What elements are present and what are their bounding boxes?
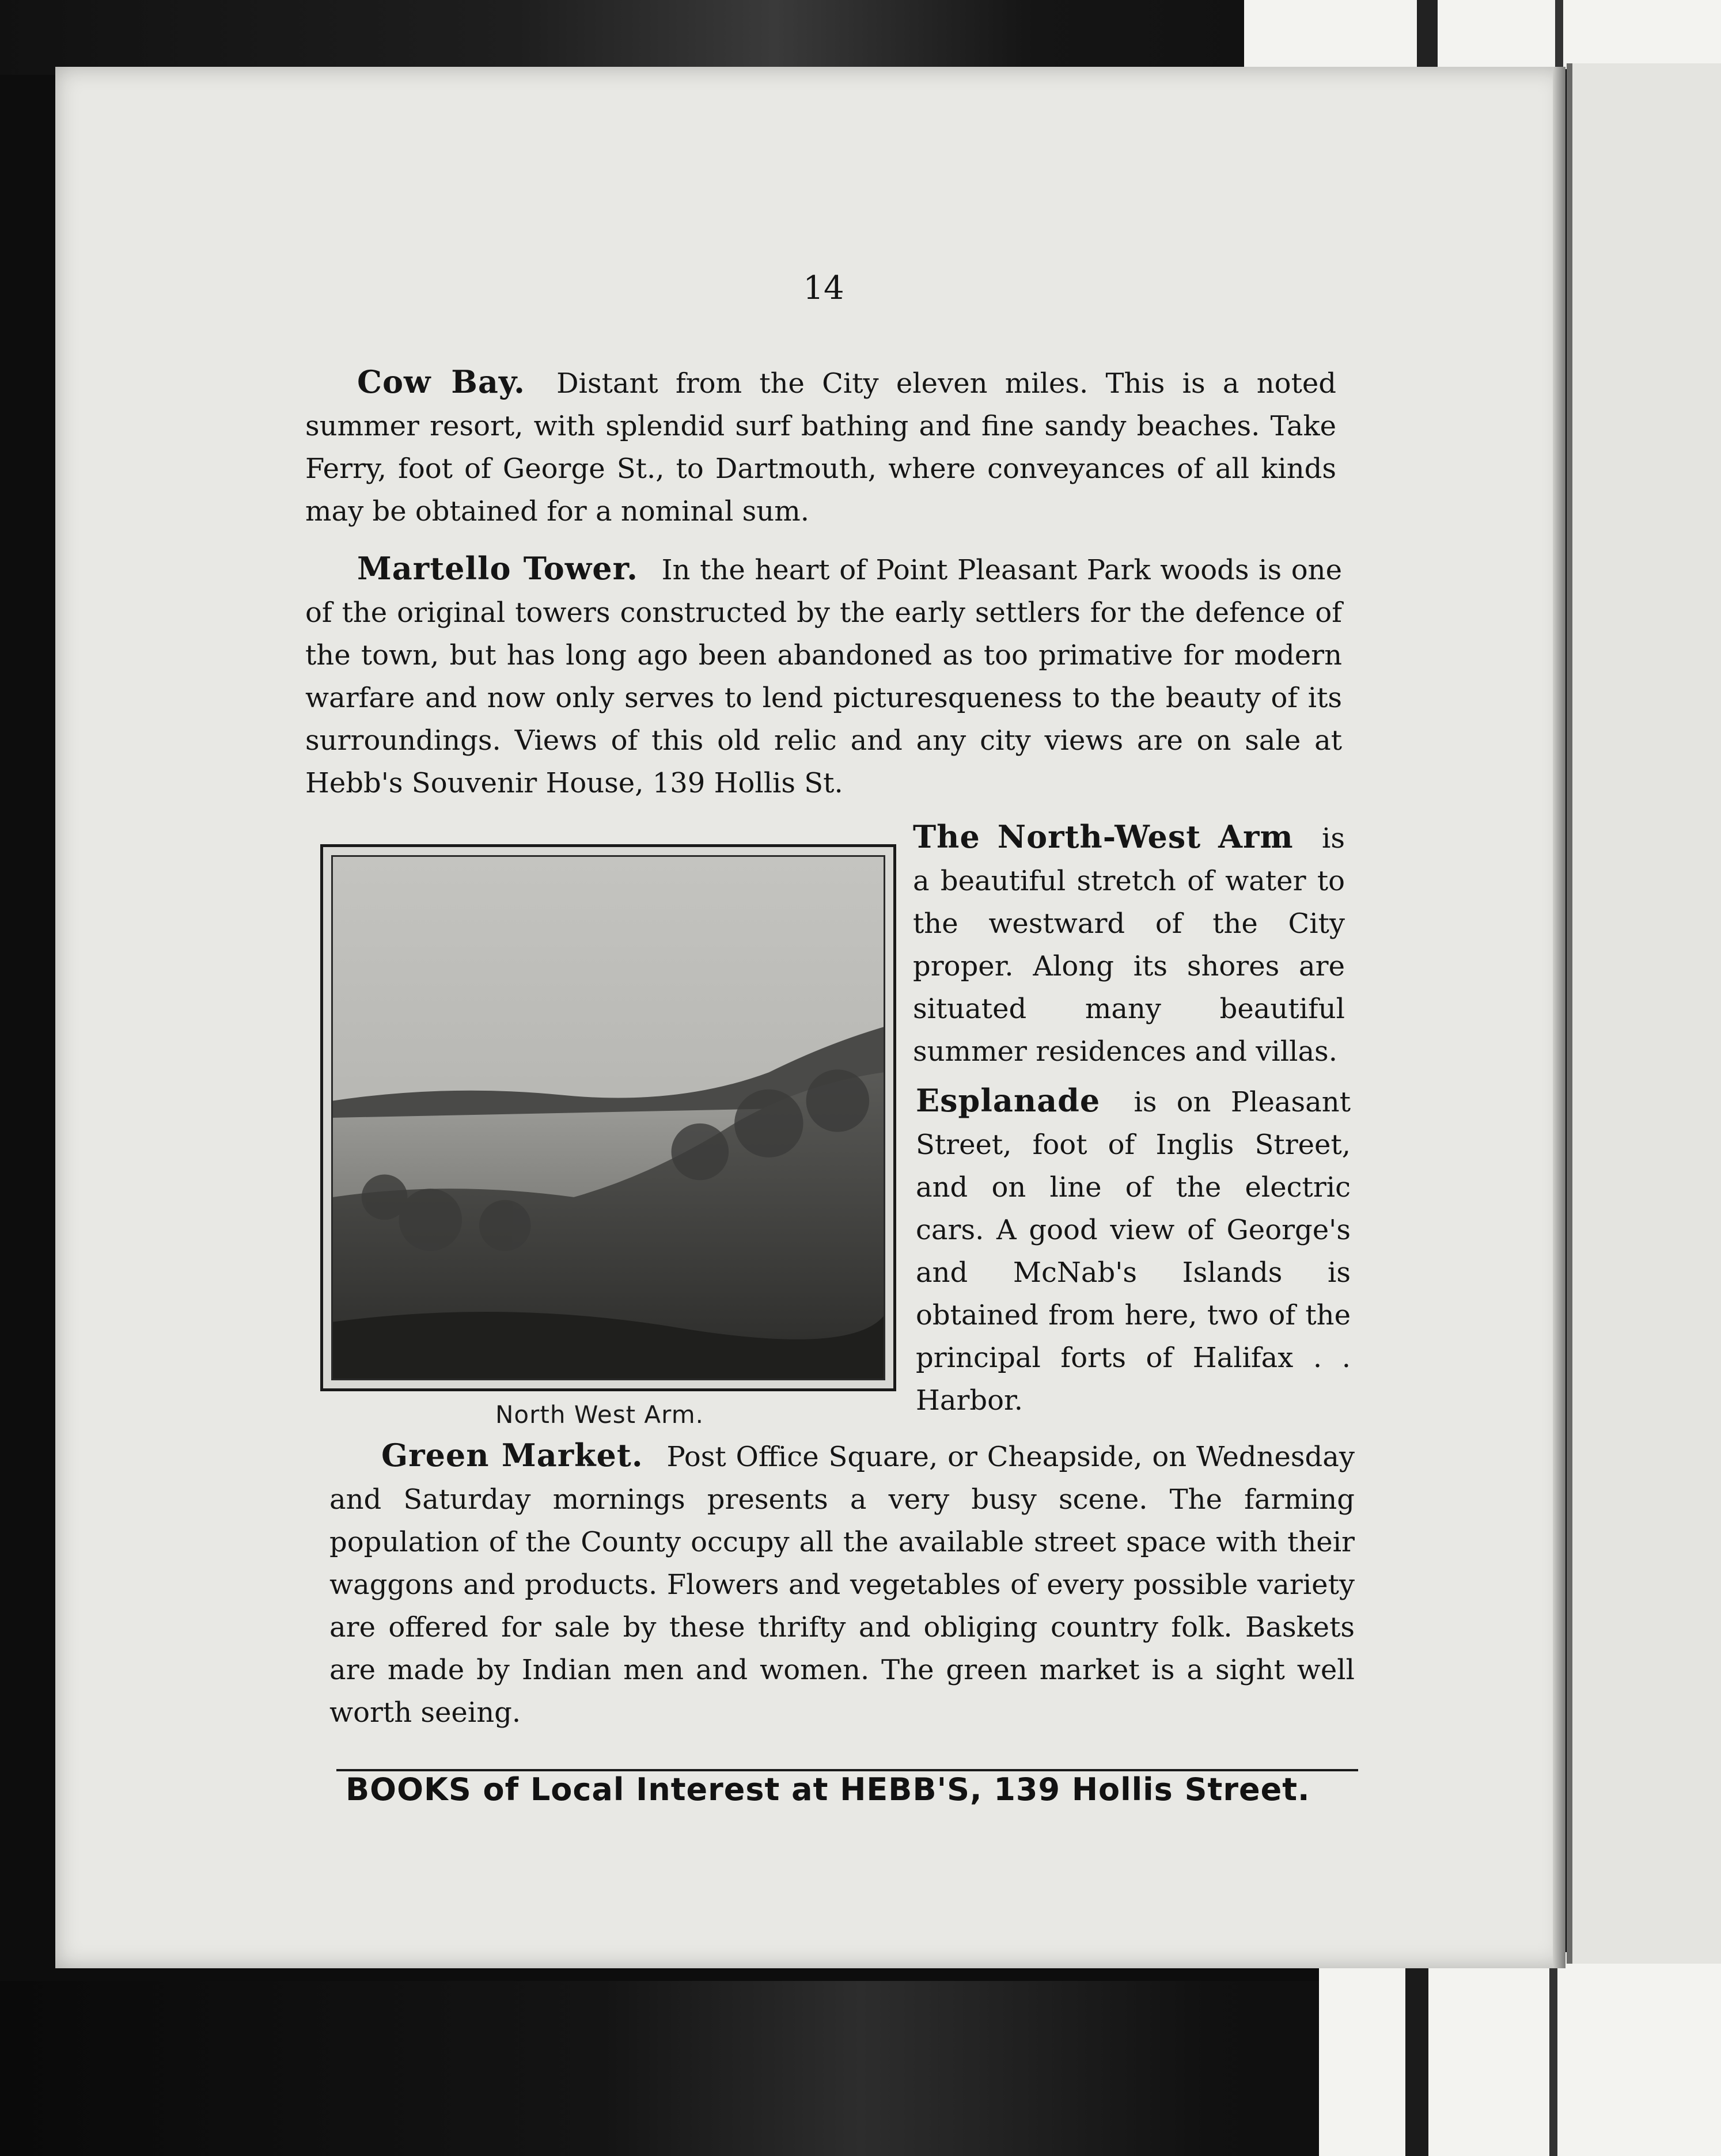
north-west-arm-photo: [320, 844, 896, 1391]
martello-tower-heading: Martello Tower.: [357, 550, 638, 587]
cow-bay-paragraph: [305, 360, 1336, 533]
north-west-arm-heading: The North-West Arm: [913, 818, 1294, 855]
cow-bay-heading: Cow Bay.: [357, 363, 525, 400]
north-west-arm-paragraph: [913, 815, 1345, 1073]
cow-bay-text: Distant from the City eleven miles. This is a noted summer resort, with splendid surf bathing and fine sandy beaches. Take Ferry, foot of George St., to Dartmouth, where conveyances of all kinds may be obtained for a nominal sum.: [305, 367, 1336, 527]
photo-caption: North West Arm.: [495, 1400, 704, 1429]
esplanade-heading: Esplanade: [916, 1082, 1101, 1119]
martello-tower-paragraph: [305, 547, 1342, 804]
green-market-paragraph: [329, 1434, 1355, 1734]
facing-page-edge: [1567, 63, 1721, 1964]
green-market-text: Post Office Square, or Cheapside, on Wednesday and Saturday mornings presents a very busy scene. The farming population of the County occupy all the available street space with their waggons and products. Flowers and vegetables of every possible variety are offered for sale by these thrifty and obliging country folk. Baskets are made by Indian men and women. The green market is a sight well worth seeing.: [329, 1441, 1355, 1729]
page-number: 14: [803, 270, 844, 307]
martello-tower-text: In the heart of Point Pleasant Park woods is one of the original towers constructed by the early settlers for the defence of the town, but has long ago been abandoned as too primative for modern warfare and now only serves to lend picturesqueness to the beauty of its surroundings. Views of this old relic and any city views are on sale at Hebb's Souvenir House, 139 Hollis St.: [305, 554, 1343, 799]
esplanade-text: is on Pleasant Street, foot of Inglis Street, and on line of the electric cars. A good view of George's and McNab's Islands is obtained from here, two of the principal forts of Halifax . . Harbor.: [916, 1086, 1351, 1417]
landscape-photo-image: [331, 855, 885, 1380]
scanner-background-paper-top-right: [1244, 0, 1721, 69]
green-market-heading: Green Market.: [381, 1437, 643, 1474]
scanner-background-paper-bottom-right: [1319, 1952, 1721, 2156]
footer-advertisement: BOOKS of Local Interest at HEBB'S, 139 Hollis Street.: [346, 1771, 1310, 1808]
north-west-arm-text: is a beautiful stretch of water to the westward of the City proper. Along its shores are situated many beautiful summer residences and villas.: [913, 822, 1345, 1068]
esplanade-paragraph: [916, 1079, 1351, 1422]
